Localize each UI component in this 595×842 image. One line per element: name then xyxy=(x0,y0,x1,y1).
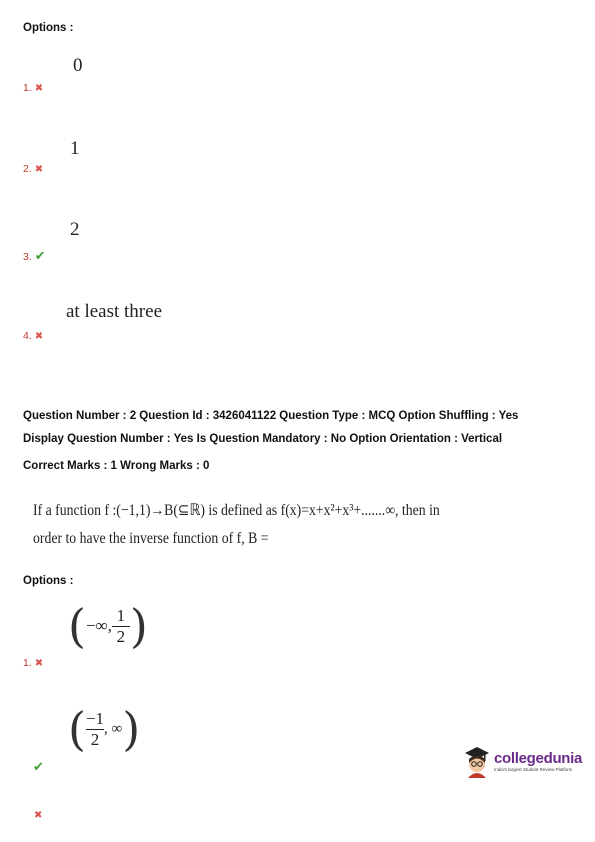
option-2-value: 1 xyxy=(70,138,80,159)
option-right-text: , ∞ xyxy=(104,720,123,737)
option-3-value: 2 xyxy=(70,219,80,240)
question-meta-line2: Display Question Number : Yes Is Question Mandatory : No Option Orientation : Vertical xyxy=(23,433,503,445)
fraction xyxy=(112,607,130,646)
left-paren: ( xyxy=(68,702,86,756)
option-1-number: 1. ✖ xyxy=(23,82,44,94)
q2-option-2-status xyxy=(33,758,44,776)
options-label-2: Options : xyxy=(23,575,74,587)
cross-icon: ✖ xyxy=(34,331,44,342)
question-meta-line1: Question Number : 2 Question Id : 3426041122 Question Type : MCQ Option Shuffling : Yes xyxy=(23,410,519,422)
cross-icon: ✖ xyxy=(34,164,44,175)
option-2-number: 2. ✖ xyxy=(23,163,44,175)
options-label: Options : xyxy=(23,22,74,34)
question-marks: Correct Marks : 1 Wrong Marks : 0 xyxy=(23,460,210,472)
fraction-denominator: 2 xyxy=(90,729,100,749)
fraction-numerator: 1 xyxy=(116,605,126,625)
right-paren: ) xyxy=(122,702,141,756)
question-text-line1: If a function f :(−1,1)→B(⊆ℝ) is defined as f(x)=x+x²+x³+.......∞, then in xyxy=(33,502,440,519)
cross-icon: ✖ xyxy=(34,658,44,669)
check-icon: ✔ xyxy=(33,759,44,774)
q2-option-1-value xyxy=(68,599,148,653)
q2-option-2-value xyxy=(68,702,141,756)
check-icon: ✔ xyxy=(34,248,46,263)
question-text-line2: order to have the inverse function of f, B = xyxy=(33,530,269,547)
option-4-number: 4. ✖ xyxy=(23,330,44,342)
q2-option-3-status xyxy=(34,805,42,823)
option-4-value: at least three xyxy=(66,301,163,322)
q2-option-1-number: 1. ✖ xyxy=(23,657,44,669)
cross-icon: ✖ xyxy=(34,810,43,821)
graduate-logo-icon xyxy=(462,744,492,778)
brand-name: collegedunia xyxy=(494,750,583,767)
fraction xyxy=(86,710,104,749)
fraction-denominator: 2 xyxy=(116,626,126,646)
fraction-numerator: −1 xyxy=(85,708,105,728)
collegedunia-watermark xyxy=(462,744,582,778)
option-1-value: 0 xyxy=(73,55,83,76)
option-3-number: 3. ✔ xyxy=(23,248,46,263)
cross-icon: ✖ xyxy=(34,83,44,94)
option-left-text: −∞, xyxy=(85,616,112,635)
left-paren: ( xyxy=(68,599,86,653)
right-paren: ) xyxy=(129,599,148,653)
brand-tagline: India's largest Student Review Platform xyxy=(494,767,573,772)
